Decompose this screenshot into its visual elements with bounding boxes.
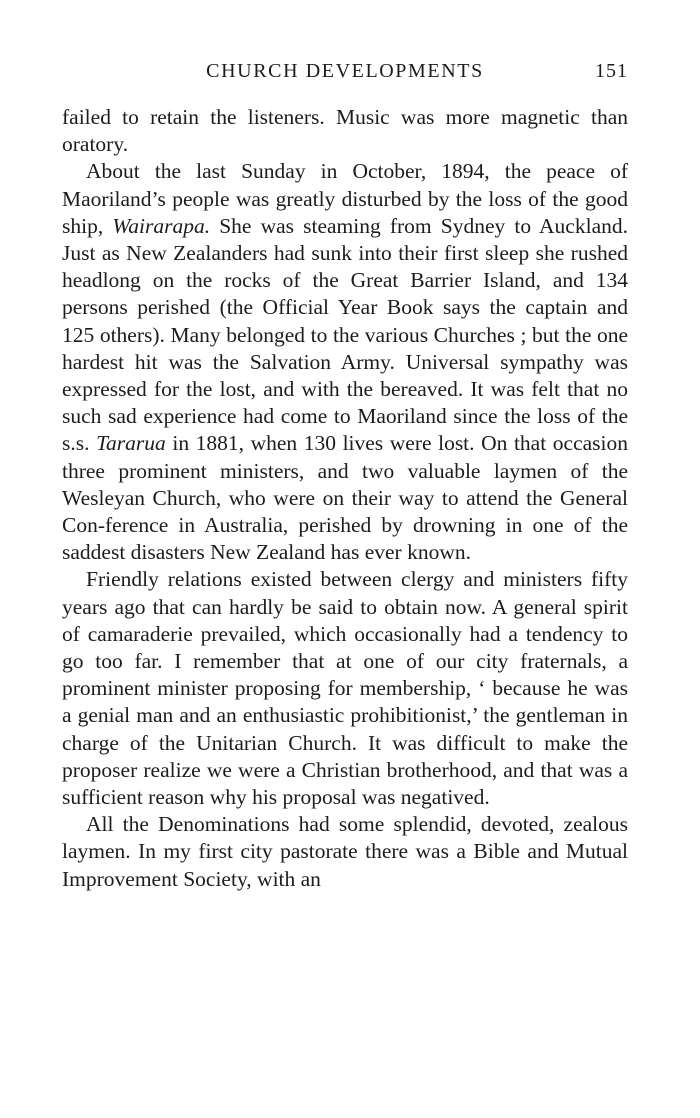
book-page [62,56,628,893]
paragraph-text: All the Denominations had some splendid, devoted, zealous laymen. In my first city pastorate there was a Bible and Mutual Improvement Society, with an [62,812,628,891]
running-head [62,56,628,92]
ship-name: Wairarapa. [112,213,211,238]
paragraph-text: About the last Sunday in October, 1894, the peace of Maoriland’s people was greatly disturbed by the loss of the good ship, [62,159,628,238]
paragraph-text: Friendly relations existed between clergy and ministers fifty years ago that can hardly be said to obtain now. A general spirit of camaraderie prevailed, which occasionally had a tendency to go too far. I remember that at one of our city fraternals, a prominent minister proposing for membership, ‘ because he was a genial man and an enthusiastic prohibitionist,’ the gentleman in charge of the Unitarian Church. It was difficult to make the proposer realize we were a Christian brotherhood, and that was a sufficient reason why his proposal was negatived. [62,567,628,810]
paragraph-wairarapa [62,158,628,566]
ship-name: Tararua [96,431,166,456]
paragraph-text: She was steaming from Sydney to Auckland. Just as New Zealanders had sunk into their first sleep she rushed headlong on the rocks of the Great Barrier Island, and 134 persons perished (the Official Year Book says the captain and 125 others). Many belonged to the various Churches ; but the one hardest hit was the Salvation Army. Universal sympathy was expressed for the lost, and with the bereaved. It was felt that no such sad experience had come to Maoriland since the loss of the s.s. [62,213,628,456]
paragraph-text: failed to retain the listeners. Music was more magnetic than oratory. [62,105,628,157]
paragraph-laymen [62,811,628,893]
page-number: 151 [595,60,628,82]
paragraph-text: in 1881, when 130 lives were lost. On that occasion three prominent ministers, and two valuable laymen of the Wesleyan Church, who were on their way to attend the General Con-ference in Australia, perished by drowning in one of the saddest disasters New Zealand has ever known. [62,431,628,565]
body-text [62,104,628,893]
paragraph-continued [62,104,628,158]
paragraph-fraternals [62,566,628,811]
running-title: CHURCH DEVELOPMENTS [206,60,484,82]
